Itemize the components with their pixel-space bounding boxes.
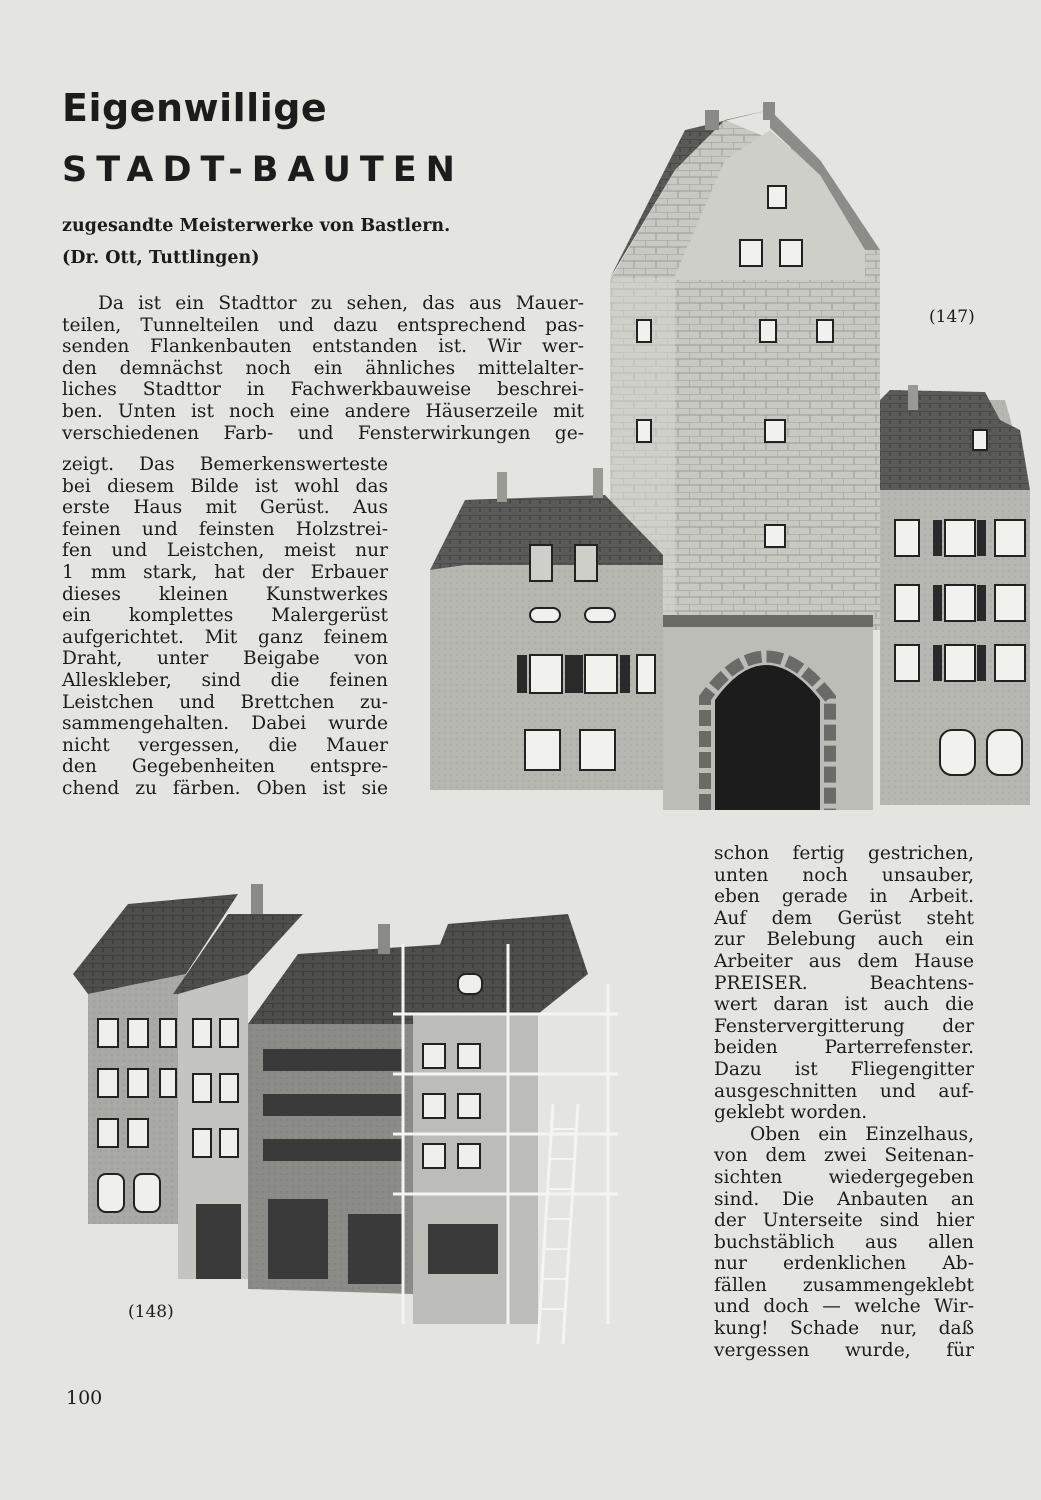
text-line: vergessen wurde, für xyxy=(714,1339,974,1361)
text-line: geklebt worden. xyxy=(714,1102,868,1124)
text-line: PREISER. Beachtens- xyxy=(714,972,974,994)
text-line: zur Belebung auch ein xyxy=(714,929,974,951)
text-line: den demnächst noch ein ähnliches mittelalter- xyxy=(62,357,584,379)
text-line: eben gerade in Arbeit. xyxy=(714,886,974,908)
text-line: Dazu ist Fliegengitter xyxy=(714,1058,974,1080)
figure-caption-147: (147) xyxy=(929,307,975,327)
text-line: wert daran ist auch die xyxy=(714,994,974,1016)
text-line: beiden Parterrefenster. xyxy=(714,1037,974,1059)
text-line: 1 mm stark, hat der Erbauer xyxy=(62,561,388,583)
body-text-column-b xyxy=(62,454,388,800)
text-line: liches Stadttor in Fachwerkbauweise beschrei- xyxy=(62,379,584,401)
text-line: von dem zwei Seitenan- xyxy=(714,1145,974,1167)
text-line: Da ist ein Stadttor zu sehen, das aus Mauer- xyxy=(98,293,584,314)
text-line: chend zu färben. Oben ist sie xyxy=(62,777,388,799)
text-line: fällen zusammengeklebt xyxy=(714,1274,974,1296)
text-line: teilen, Tunnelteilen und dazu entsprechend pas- xyxy=(62,314,584,336)
city-gate-photo xyxy=(425,100,1037,822)
subtitle-line-1: zugesandte Meisterwerke von Bastlern. xyxy=(62,216,451,236)
text-line: kung! Schade nur, daß xyxy=(714,1318,974,1340)
text-line: ein komplettes Malergerüst xyxy=(62,605,388,627)
text-line: erste Haus mit Gerüst. Aus xyxy=(62,497,388,519)
text-line: und doch — welche Wir- xyxy=(714,1296,974,1318)
text-line: unten noch unsauber, xyxy=(714,864,974,886)
text-line: zeigt. Das Bemerkenswerteste xyxy=(62,454,388,475)
text-line: ben. Unten ist noch eine andere Häuserzeile mit xyxy=(62,400,584,422)
text-line: feinen und feinsten Holzstrei- xyxy=(62,518,388,540)
text-line: fen und Leistchen, meist nur xyxy=(62,540,388,562)
text-line: bei diesem Bilde ist wohl das xyxy=(62,475,388,497)
text-line: sammengehalten. Dabei wurde xyxy=(62,713,388,735)
text-line: den Gegebenheiten entspre- xyxy=(62,756,388,778)
subtitle-line-2: (Dr. Ott, Tuttlingen) xyxy=(62,248,260,268)
text-line: nicht vergessen, die Mauer xyxy=(62,734,388,756)
text-line: senden Flankenbauten entstanden ist. Wir wer- xyxy=(62,336,584,358)
text-line: verschiedenen Farb- und Fensterwirkungen ge- xyxy=(62,422,584,444)
text-line: Draht, unter Beigabe von xyxy=(62,648,388,670)
page-number: 100 xyxy=(66,1387,103,1409)
text-line: Auf dem Gerüst steht xyxy=(714,907,974,929)
text-line: nur erdenklichen Ab- xyxy=(714,1253,974,1275)
text-line: ausgeschnitten und auf- xyxy=(714,1080,974,1102)
text-line: Oben ein Einzelhaus, xyxy=(750,1123,974,1145)
text-line: dieses kleinen Kunstwerkes xyxy=(62,583,388,605)
text-line: schon fertig gestrichen, xyxy=(714,843,974,864)
text-line: sind. Die Anbauten an xyxy=(714,1188,974,1210)
text-line: aufgerichtet. Mit ganz feinem xyxy=(62,626,388,648)
text-line: Leistchen und Brettchen zu- xyxy=(62,691,388,713)
title-line-2: STADT-BAUTEN xyxy=(62,150,464,190)
title-line-1: Eigenwillige xyxy=(62,86,328,130)
text-line: buchstäblich aus allen xyxy=(714,1231,974,1253)
body-text-column-c xyxy=(714,843,974,1361)
house-row-photo xyxy=(68,884,628,1354)
text-line: Arbeiter aus dem Hause xyxy=(714,950,974,972)
text-line: sichten wiedergegeben xyxy=(714,1166,974,1188)
text-line: Fenstervergitterung der xyxy=(714,1015,974,1037)
figure-caption-148: (148) xyxy=(128,1302,174,1322)
text-line: der Unterseite sind hier xyxy=(714,1210,974,1232)
text-line: Alleskleber, sind die feinen xyxy=(62,669,388,691)
